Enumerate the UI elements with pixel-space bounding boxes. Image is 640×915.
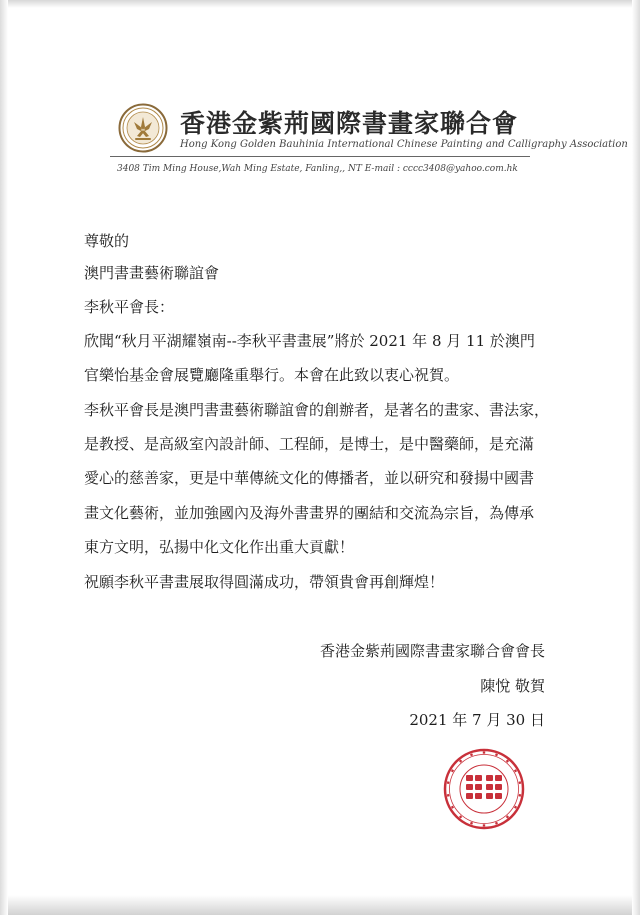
- page-shadow-left: [0, 0, 8, 915]
- signature-organization: 香港金紫荊國際書畫家聯合會會長: [319, 642, 545, 660]
- paragraph-2-line-1: 李秋平會長是澳門書畫藝術聯誼會的創辦者，是著名的畫家、書法家，: [84, 401, 550, 419]
- paragraph-1-line-1: 欣聞“秋月平湖耀嶺南--李秋平書畫展”將於 2021 年 8 月 11 於澳門: [84, 332, 535, 350]
- paragraph-1-line-2: 官樂怡基金會展覽廳隆重舉行。本會在此致以衷心祝賀。: [84, 366, 460, 384]
- paragraph-3-line-1: 祝願李秋平書畫展取得圓滿成功，帶領貴會再創輝煌！: [84, 573, 445, 591]
- paragraph-2-line-2: 是教授、是高級室內設計師、工程師，是博士，是中醫藥師，是充滿: [84, 435, 535, 453]
- signature-date: 2021 年 7 月 30 日: [409, 711, 545, 729]
- paragraph-2-line-5: 東方文明，弘揚中化文化作出重大貢獻！: [84, 538, 355, 556]
- org-name-english: Hong Kong Golden Bauhinia International Chinese Painting and Calligraphy Association: [180, 139, 628, 150]
- paragraph-2-line-3: 愛心的慈善家，更是中華傳統文化的傳播者，並以研究和發揚中國書: [84, 469, 535, 487]
- salutation-respect: 尊敬的: [84, 232, 130, 250]
- bauhinia-emblem-icon: [118, 103, 168, 153]
- salutation-recipient-name: 李秋平會長：: [84, 298, 175, 316]
- letterhead-divider: [110, 156, 530, 157]
- page-shadow-top: [0, 0, 640, 8]
- page-shadow-bottom: [0, 895, 640, 915]
- page-shadow-right: [632, 0, 640, 915]
- red-organization-seal-icon: [443, 748, 525, 830]
- salutation-recipient-org: 澳門書畫藝術聯誼會: [84, 264, 220, 282]
- signature-name: 陳悅 敬賀: [480, 677, 545, 695]
- paragraph-2-line-4: 畫文化藝術，並加強國內及海外書畫界的團結和交流為宗旨，為傳承: [84, 504, 535, 522]
- letterhead-address: 3408 Tim Ming House,Wah Ming Estate, Fanling,, NT E-mail : cccc3408@yahoo.com.hk: [117, 164, 518, 174]
- org-name-chinese: 香港金紫荊國際書畫家聯合會: [180, 109, 519, 138]
